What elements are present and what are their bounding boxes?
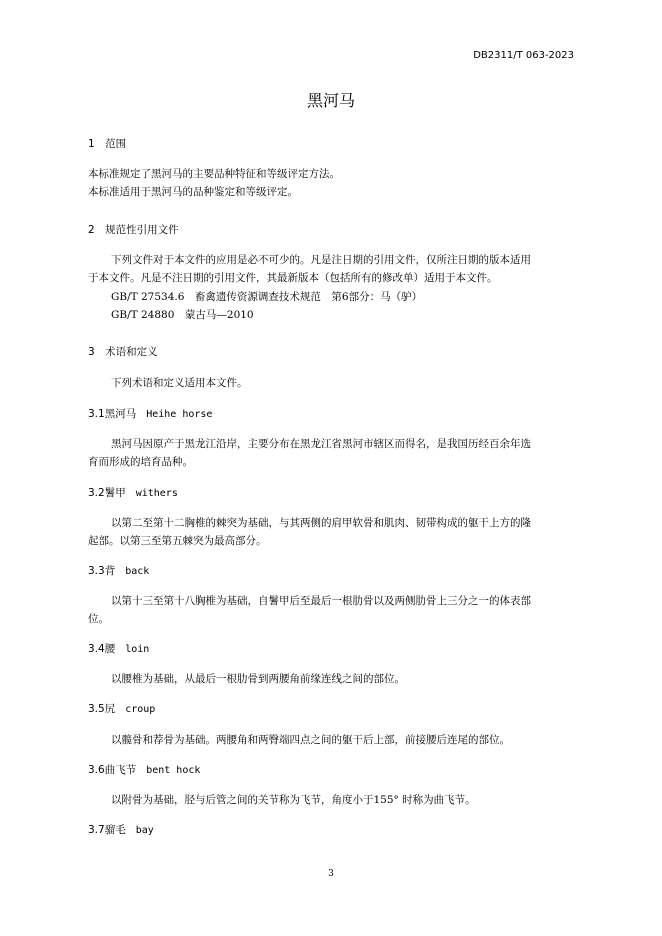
section-heading-normative-references: 2 规范性引用文件 (88, 224, 179, 236)
term-chinese: 鬐甲 (104, 487, 126, 499)
term-heading (88, 822, 154, 837)
paragraph-line: 本标准适用于黑河马的品种鉴定和等级评定。 (88, 186, 298, 198)
term-number: 3.7 (88, 824, 105, 836)
term-definition-line: 以第十三至第十八胸椎为基础，自鬐甲后至最后一根肋骨以及两侧肋骨上三分之一的体表部 (111, 595, 531, 607)
paragraph-line: 于本文件。凡是不注日期的引用文件，其最新版本（包括所有的修改单）适用于本文件。 (88, 272, 498, 284)
term-heading (88, 701, 155, 716)
term-definition-line: 位。 (88, 613, 109, 625)
term-heading (88, 406, 212, 421)
term-english: loin (125, 644, 150, 655)
term-english: Heihe horse (146, 409, 213, 420)
term-number: 3.4 (88, 643, 105, 655)
paragraph-line: 下列文件对于本文件的应用是必不可少的。凡是注日期的引用文件，仅所注日期的版本适用 (111, 254, 531, 266)
term-number: 3.6 (88, 764, 105, 776)
term-chinese: 尻 (104, 703, 116, 715)
term-definition-line: 以腰椎为基础，从最后一根肋骨到两腰角前缘连线之间的部位。 (111, 673, 405, 685)
term-chinese: 腰 (104, 643, 116, 655)
term-number: 3.2 (88, 487, 105, 499)
term-chinese: 背 (104, 565, 116, 577)
paragraph-line: 本标准规定了黑河马的主要品种特征和等级评定方法。 (88, 168, 340, 180)
term-heading (88, 485, 178, 500)
term-english: back (125, 566, 150, 577)
term-heading (88, 563, 149, 578)
term-chinese: 黑河马 (104, 408, 137, 420)
term-english: withers (135, 488, 178, 499)
term-chinese: 骝毛 (104, 824, 126, 836)
section-heading-scope: 1 范围 (88, 138, 127, 150)
reference-item: GB/T 27534.6 畜禽遗传资源调查技术规范 第6部分：马（驴） (111, 291, 423, 303)
term-english: bay (135, 825, 154, 836)
page-number: 3 (328, 869, 334, 879)
term-definition-line: 以第二至第十二胸椎的棘突为基础，与其两侧的肩甲软骨和肌肉、韧带构成的躯干上方的隆 (111, 517, 531, 529)
term-number: 3.1 (88, 408, 105, 420)
paragraph-line: 下列术语和定义适用本文件。 (111, 377, 248, 389)
term-heading (88, 641, 149, 656)
term-number: 3.3 (88, 565, 105, 577)
term-number: 3.5 (88, 703, 105, 715)
term-definition-line: 起部。以第三至第五棘突为最高部分。 (88, 535, 267, 547)
section-heading-terms: 3 术语和定义 (88, 346, 158, 358)
term-english: croup (125, 704, 156, 715)
term-heading (88, 762, 200, 777)
reference-item: GB/T 24880 蒙古马—2010 (111, 309, 254, 321)
term-definition-line: 以附骨为基础，胫与后管之间的关节称为飞节，角度小于155° 时称为曲飞节。 (111, 794, 476, 806)
term-chinese: 曲飞节 (104, 764, 137, 776)
term-definition-line: 黑河马因原产于黑龙江沿岸，主要分布在黑龙江省黑河市辖区而得名，是我国历经百余年选 (111, 438, 531, 450)
document-code: DB2311/T 063-2023 (473, 50, 574, 61)
page-title: 黑河马 (306, 91, 355, 110)
term-definition-line: 以髋骨和荐骨为基础。两腰角和两臀端四点之间的躯干后上部，前接腰后连尾的部位。 (111, 734, 510, 746)
term-definition-line: 育而形成的培育品种。 (88, 456, 193, 468)
term-english: bent hock (146, 765, 201, 776)
